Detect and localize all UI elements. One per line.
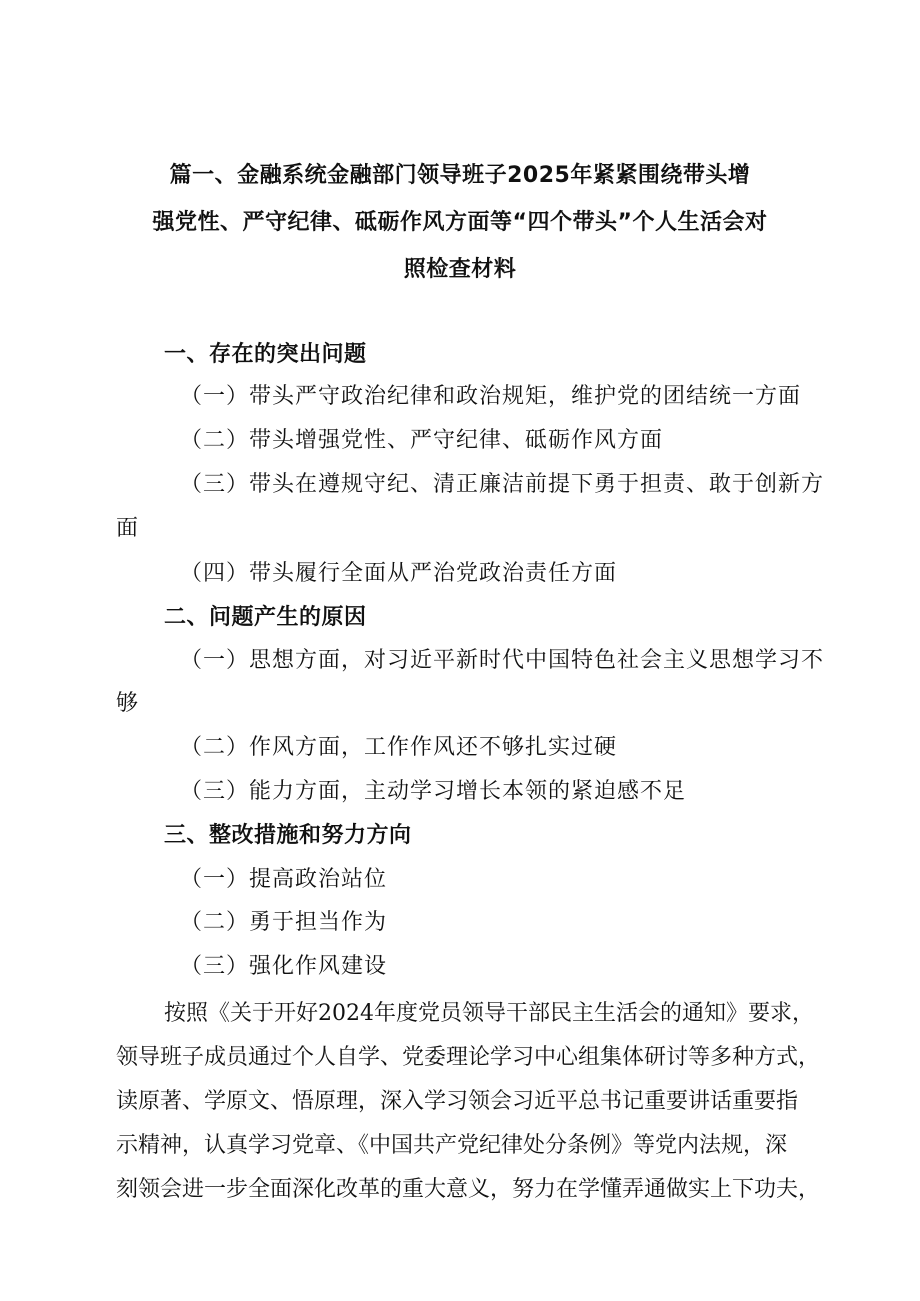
paragraph-line: 领导班子成员通过个人自学、党委理论学习中心组集体研讨等多种方式，: [116, 1045, 821, 1070]
title-line-2: 强党性、严守纪律、砥砺作风方面等“四个带头”个人生活会对: [152, 210, 768, 235]
section-heading-3: 三、整改措施和努力方向: [164, 823, 412, 848]
outline-item: （三）能力方面，主动学习增长本领的紧迫感不足: [180, 779, 687, 804]
title-line-3: 照检查材料: [403, 257, 517, 282]
outline-item: （一）思想方面，对习近平新时代中国特色社会主义思想学习不: [180, 648, 825, 673]
outline-item: （一）带头严守政治纪律和政治规矩，维护党的团结统一方面: [180, 384, 802, 409]
outline-item: （三）强化作风建设: [180, 954, 388, 979]
body-paragraph: [116, 992, 852, 1212]
section-heading-2: 二、问题产生的原因: [164, 605, 367, 630]
outline-item-continuation: 够: [116, 691, 140, 716]
document-title: [120, 152, 800, 293]
outline-item: （三）带头在遵规守纪、清正廉洁前提下勇于担责、敢于创新方: [180, 472, 825, 497]
outline-item: （一）提高政治站位: [180, 867, 388, 892]
section-heading-1: 一、存在的突出问题: [164, 342, 367, 367]
paragraph-line: 读原著、学原文、悟原理，深入学习领会习近平总书记重要讲话重要指: [116, 1089, 799, 1114]
outline-item: （二）带头增强党性、严守纪律、砥砺作风方面: [180, 428, 664, 453]
paragraph-line: 示精神，认真学习党章、《中国共产党纪律处分条例》等党内法规，深: [116, 1133, 788, 1158]
outline-item: （四）带头履行全面从严治党政治责任方面: [180, 561, 618, 586]
outline-item: （二）作风方面，工作作风还不够扎实过硬: [180, 735, 618, 760]
outline-item: （二）勇于担当作为: [180, 910, 388, 935]
outline-item-continuation: 面: [116, 516, 140, 541]
paragraph-line: 刻领会进一步全面深化改革的重大意义，努力在学懂弄通做实上下功夫，: [116, 1177, 821, 1202]
title-line-1: 篇一、金融系统金融部门领导班子2025年紧紧围绕带头增: [169, 163, 751, 188]
paragraph-line: 按照《关于开好2024年度党员领导干部民主生活会的通知》要求，: [164, 1001, 814, 1026]
